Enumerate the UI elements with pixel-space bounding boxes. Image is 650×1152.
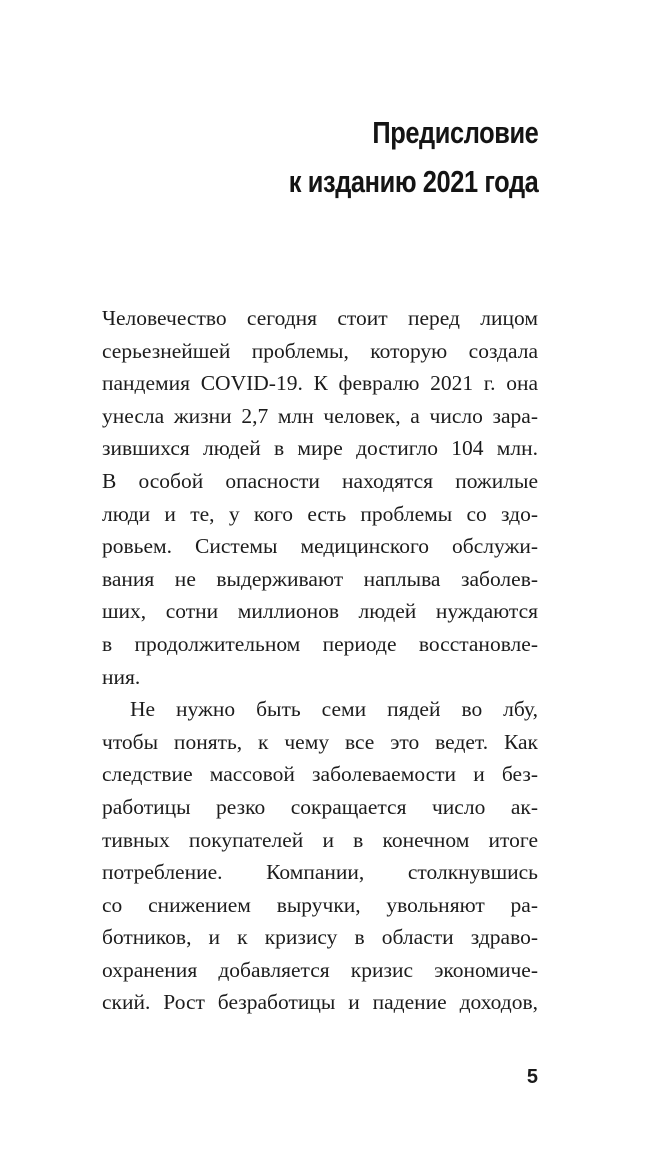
chapter-heading <box>288 108 538 206</box>
text-line: Не нужно быть семи пядей во лбу, <box>130 697 538 722</box>
paragraph-2 <box>102 693 538 1019</box>
body-text <box>102 302 538 1019</box>
page-number: 5 <box>526 1066 538 1088</box>
heading-line-2: к изданию 2021 года <box>288 164 538 199</box>
text-line: Человечество сегодня стоит перед лицом <box>102 306 538 330</box>
text-line: ботников, и к кризису в области здраво- <box>102 925 538 950</box>
heading-line-1: Предисловие <box>371 115 538 150</box>
text-line: В особой опасности находятся пожилые <box>102 468 538 493</box>
text-line: люди и те, у кого есть проблемы со здо- <box>102 501 538 526</box>
text-line: зившихся людей в мире достигло 104 млн. <box>102 436 538 461</box>
text-line: тивных покупателей и в конечном итоге <box>102 827 538 852</box>
text-line: следствие массовой заболеваемости и без- <box>102 762 538 787</box>
text-line: пандемия COVID-19. К февралю 2021 г. она <box>102 371 538 396</box>
text-line: чтобы понять, к чему все это ведет. Как <box>102 729 538 754</box>
text-line: унесла жизни 2,7 млн человек, а число зара- <box>102 403 538 428</box>
text-line: ния. <box>102 664 141 689</box>
text-line: потребление. Компании, столкнувшись <box>102 860 538 885</box>
paragraph-1 <box>102 302 538 693</box>
text-line: ших, сотни миллионов людей нуждаются <box>102 599 538 624</box>
text-line: охранения добавляется кризис экономиче- <box>102 957 538 982</box>
text-line: в продолжительном периоде восстановле- <box>102 631 538 656</box>
text-line: работицы резко сокращается число ак- <box>102 794 538 819</box>
text-line: ский. Рост безработицы и падение доходов, <box>102 990 538 1015</box>
text-line: со снижением выручки, увольняют ра- <box>102 892 538 917</box>
text-line: вания не выдерживают наплыва заболев- <box>102 566 538 591</box>
text-line: серьезнейшей проблемы, которую создала <box>102 338 538 363</box>
text-line: ровьем. Системы медицинского обслужи- <box>102 534 538 559</box>
